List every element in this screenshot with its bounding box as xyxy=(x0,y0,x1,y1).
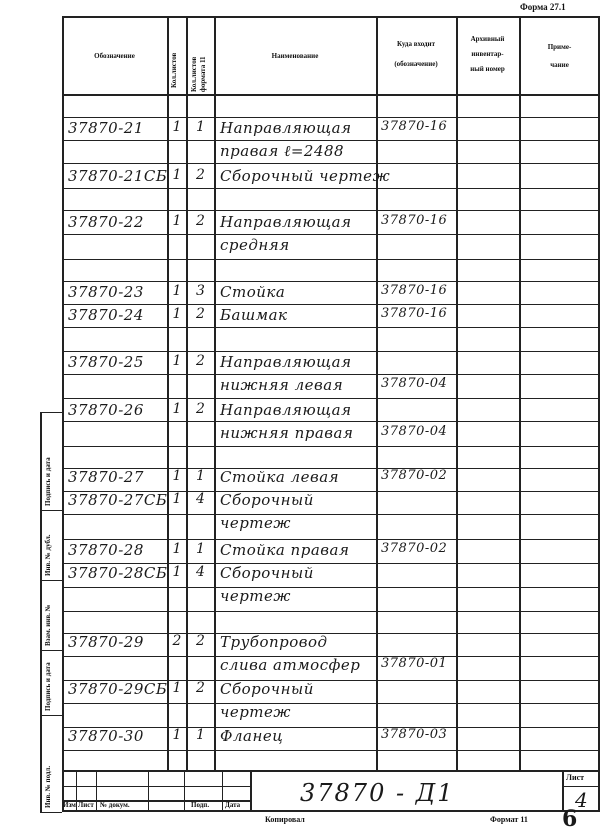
row-sheets-count: 1 xyxy=(172,306,182,322)
row-sheets-count: 1 xyxy=(172,680,182,696)
row-sheets-format: 2 xyxy=(196,401,205,417)
row-designation: 37870-21 xyxy=(68,119,144,137)
tb-data: Дата xyxy=(225,801,241,809)
document-code: 37870 - Д1 xyxy=(300,779,455,807)
row-sheets-count: 2 xyxy=(172,633,182,649)
row-where-used: 37870-16 xyxy=(381,119,448,134)
row-name: Сборочный xyxy=(220,680,314,698)
row-name: чертеж xyxy=(220,587,291,605)
row-sheets-format: 2 xyxy=(196,633,205,649)
row-sheets-count: 1 xyxy=(172,468,182,484)
row-name: Стойка правая xyxy=(220,541,350,559)
row-name: Башмак xyxy=(220,306,288,324)
row-name: Направляющая xyxy=(220,353,352,371)
row-sheets-format: 1 xyxy=(196,727,205,743)
row-designation: 37870-27 xyxy=(68,468,144,486)
row-sheets-format: 3 xyxy=(196,283,205,299)
row-sheets-count: 1 xyxy=(172,353,182,369)
row-sheets-format: 1 xyxy=(196,468,205,484)
row-sheets-format: 4 xyxy=(196,491,205,507)
side-label-inv-dup: Инв. № дубл. xyxy=(44,534,52,576)
row-where-used: 37870-01 xyxy=(381,656,448,671)
row-line xyxy=(62,188,600,189)
row-line xyxy=(62,750,600,751)
row-line xyxy=(62,259,600,260)
row-where-used: 37870-16 xyxy=(381,283,448,298)
row-sheets-count: 1 xyxy=(172,401,182,417)
row-designation: 37870-21СБ xyxy=(68,167,168,185)
tb-izm: Изм xyxy=(63,801,76,809)
corner-mark: 6 xyxy=(562,806,578,832)
header-note-1: Приме- xyxy=(547,43,572,51)
side-label-signature-date-2: Подпись и дата xyxy=(44,662,52,711)
tb-list: Лист xyxy=(78,801,94,809)
row-designation: 37870-28СБ xyxy=(68,564,168,582)
format-label: Формат 11 xyxy=(490,815,528,824)
row-sheets-count: 1 xyxy=(172,213,182,229)
row-where-used: 37870-04 xyxy=(381,376,448,391)
row-line xyxy=(62,421,600,422)
row-name: чертеж xyxy=(220,514,291,532)
row-name: Фланец xyxy=(220,727,284,745)
row-designation: 37870-29 xyxy=(68,633,144,651)
header-archive-1: Архивный xyxy=(470,35,505,43)
header-sheets-count: Кол.листов xyxy=(170,52,178,88)
row-name: Стойка левая xyxy=(220,468,340,486)
row-name: Сборочный xyxy=(220,491,314,509)
tb-podp: Подп. xyxy=(191,801,210,809)
row-name: Трубопровод xyxy=(220,633,328,651)
header-where-used-2: (обозначение) xyxy=(394,60,438,68)
row-where-used: 37870-02 xyxy=(381,468,448,483)
header-archive-3: ный номер xyxy=(470,65,505,73)
row-line xyxy=(62,210,600,211)
row-sheets-format: 1 xyxy=(196,119,205,135)
row-name: чертеж xyxy=(220,703,291,721)
header-designation: Обозначение xyxy=(94,52,135,60)
row-line xyxy=(62,163,600,164)
header-archive xyxy=(456,32,519,77)
row-sheets-format: 1 xyxy=(196,541,205,557)
header-note xyxy=(519,38,600,74)
row-designation: 37870-26 xyxy=(68,401,144,419)
header-sheets-format: Кол.листов формата 11 xyxy=(190,56,207,92)
sheet-number: 4 xyxy=(575,788,589,812)
header-archive-2: инвентар- xyxy=(471,50,504,58)
row-name: правая ℓ=2488 xyxy=(220,142,345,160)
row-name: нижняя правая xyxy=(220,424,354,442)
row-line xyxy=(62,117,600,118)
row-line xyxy=(62,398,600,399)
row-designation: 37870-30 xyxy=(68,727,144,745)
row-line xyxy=(62,539,600,540)
form-label: Форма 27.1 xyxy=(520,2,566,12)
row-sheets-count: 1 xyxy=(172,564,182,580)
row-sheets-count: 1 xyxy=(172,491,182,507)
row-sheets-count: 1 xyxy=(172,283,182,299)
row-designation: 37870-25 xyxy=(68,353,144,371)
copied-label: Копировал xyxy=(265,815,305,824)
tb-doc: № докум. xyxy=(100,801,130,809)
row-where-used: 37870-03 xyxy=(381,727,448,742)
row-where-used: 37870-04 xyxy=(381,424,448,439)
side-label-signature-date: Подпись и дата xyxy=(44,457,52,506)
row-sheets-format: 2 xyxy=(196,306,205,322)
row-sheets-count: 1 xyxy=(172,541,182,557)
header-where-used xyxy=(376,38,456,70)
row-designation: 37870-27СБ xyxy=(68,491,168,509)
row-designation: 37870-23 xyxy=(68,283,144,301)
row-name: Сборочный xyxy=(220,564,314,582)
row-line xyxy=(62,234,600,235)
side-label-replace-inv: Взам. инв. № xyxy=(44,604,52,646)
row-designation: 37870-29СБ xyxy=(68,680,168,698)
row-sheets-format: 4 xyxy=(196,564,205,580)
row-line xyxy=(62,703,600,704)
row-name: Сборочный чертеж xyxy=(220,167,391,185)
row-name: слива атмосфер xyxy=(220,656,361,674)
row-where-used: 37870-16 xyxy=(381,306,448,321)
side-label-inv-original: Инв. № подл. xyxy=(44,765,52,808)
row-where-used: 37870-16 xyxy=(381,213,448,228)
row-name: средняя xyxy=(220,236,290,254)
row-sheets-format: 2 xyxy=(196,680,205,696)
row-sheets-format: 2 xyxy=(196,167,205,183)
row-sheets-count: 1 xyxy=(172,727,182,743)
row-name: Направляющая xyxy=(220,213,352,231)
row-line xyxy=(62,281,600,282)
margin-line xyxy=(40,412,42,812)
row-line xyxy=(62,611,600,612)
row-name: Направляющая xyxy=(220,119,352,137)
row-line xyxy=(62,514,600,515)
row-sheets-count: 1 xyxy=(172,167,182,183)
row-sheets-format: 2 xyxy=(196,213,205,229)
row-sheets-count: 1 xyxy=(172,119,182,135)
header-where-used-1: Куда входит xyxy=(396,40,436,48)
row-designation: 37870-22 xyxy=(68,213,144,231)
row-sheets-format: 2 xyxy=(196,353,205,369)
row-name: нижняя левая xyxy=(220,376,344,394)
row-line xyxy=(62,304,600,305)
row-line xyxy=(62,140,600,141)
header-note-2: чание xyxy=(550,61,569,69)
row-designation: 37870-24 xyxy=(68,306,144,324)
row-line xyxy=(62,446,600,447)
row-name: Направляющая xyxy=(220,401,352,419)
row-name: Стойка xyxy=(220,283,286,301)
row-line xyxy=(62,587,600,588)
row-designation: 37870-28 xyxy=(68,541,144,559)
row-line xyxy=(62,327,600,328)
sheet-label: Лист xyxy=(566,773,585,782)
row-line xyxy=(62,374,600,375)
row-where-used: 37870-02 xyxy=(381,541,448,556)
header-name: Наименование xyxy=(271,52,319,60)
row-line xyxy=(62,351,600,352)
